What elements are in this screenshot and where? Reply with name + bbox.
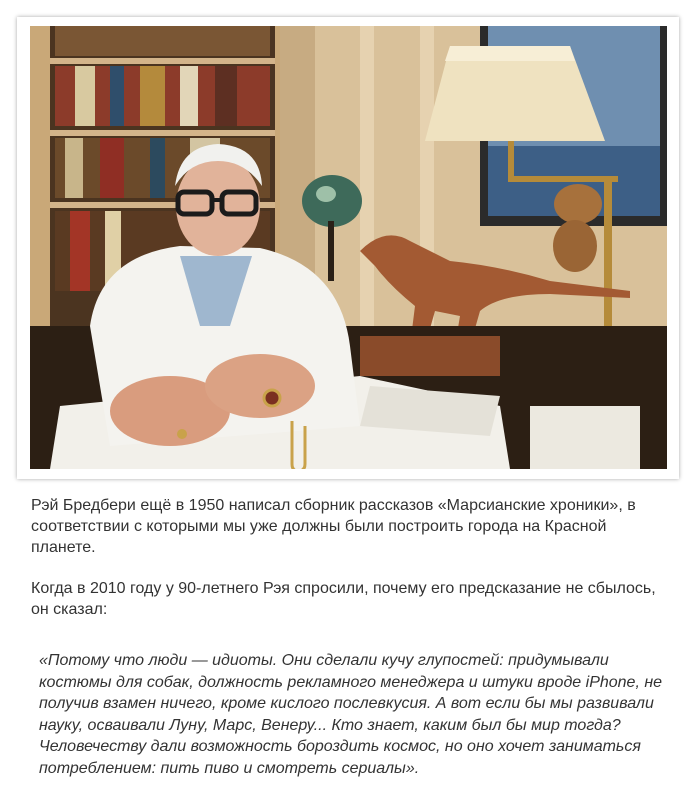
photo-illustration — [30, 26, 667, 469]
bradbury-quote: «Потому что люди — идиоты. Они сделали кучу глупостей: придумывали костюмы для собак, должность рекламного менеджера и штуки вроде iPhone, не получив взамен ничего, кроме кислого послевкусия. А вот если бы мы развивали науку, осваивали Луну, Марс, Венеру... Кто знает, каким был бы мир тогда? Человечеству дали возможность бороздить космос, но оно хочет заниматься потреблением: пить пиво и смотреть сериалы». — [39, 652, 663, 777]
photo-frame — [17, 17, 679, 479]
photo-ray-bradbury — [30, 26, 667, 469]
article-paragraph-1: Рэй Бредбери ещё в 1950 написал сборник рассказов «Марсианские хроники», в соответствии с которыми мы уже должны были построить города на Красной планете. — [31, 497, 636, 556]
article-paragraph-2: Когда в 2010 году у 90-летнего Рэя спросили, почему его предсказание не сбылось, он сказал: — [31, 580, 656, 618]
